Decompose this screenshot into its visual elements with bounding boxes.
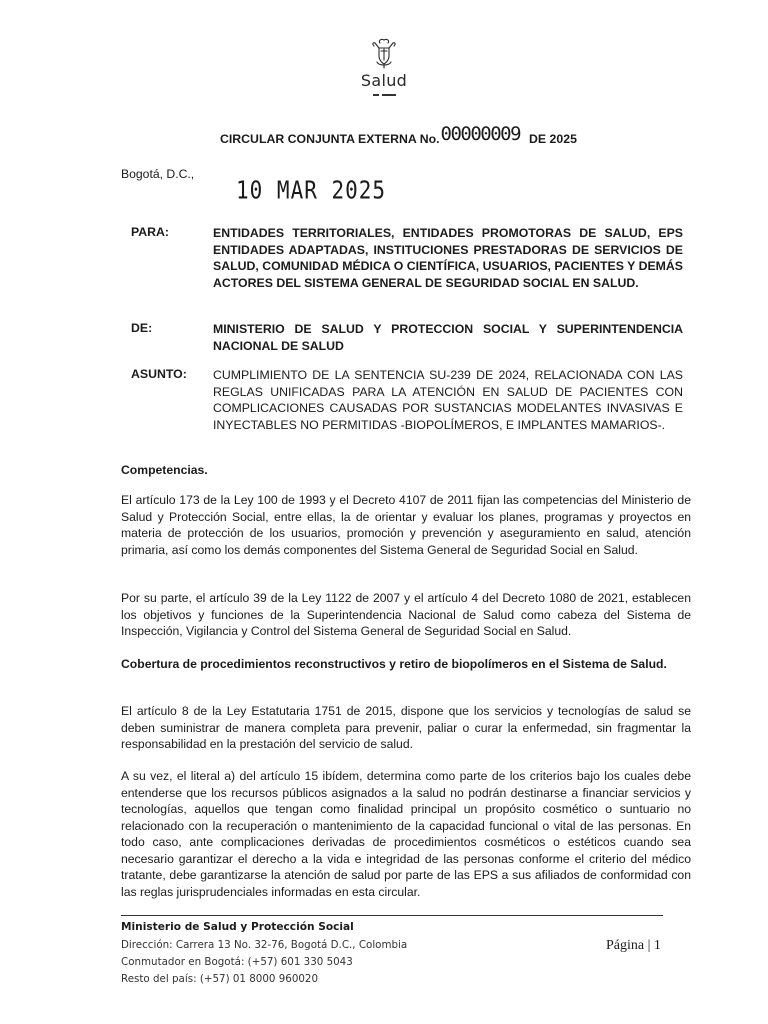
coat-of-arms-icon bbox=[368, 36, 400, 70]
city-line: Bogotá, D.C., bbox=[121, 167, 195, 181]
footer-rest-of-country: Resto del país: (+57) 01 8000 960020 bbox=[121, 973, 319, 985]
footer-phone: Conmutador en Bogotá: (+57) 601 330 5043 bbox=[121, 956, 353, 968]
body-paragraph-2: Por su parte, el artículo 39 de la Ley 1122 de 2007 y el artículo 4 del Decreto 1080 de 2021, establecen los objetivos y funciones de la Superintendencia Nacional de Salud como cabeza del Sistema de Inspección, Vigilancia y Control del Sistema General de Seguridad Social en Salud. bbox=[121, 591, 691, 638]
logo-flag-bars bbox=[340, 94, 428, 96]
footer-address: Dirección: Carrera 13 No. 32-76, Bogotá D.C., Colombia bbox=[121, 939, 408, 951]
salud-logo bbox=[340, 36, 428, 96]
logo-text: Salud bbox=[360, 71, 408, 90]
body-paragraph-1: El artículo 173 de la Ley 100 de 1993 y el Decreto 4107 de 2011 fijan las competencias del Ministerio de Salud y Protección Social, entre ellas, la de orientar y evaluar los planes, programas y proyectos en materia de protección de los usuarios, promoción y prevención y aseguramiento en salud, atención primaria, así como los demás componentes del Sistema General de Seguridad Social en Salud. bbox=[121, 493, 691, 557]
circular-title bbox=[220, 123, 577, 148]
de-sender: MINISTERIO DE SALUD Y PROTECCION SOCIAL Y SUPERINTENDENCIA NACIONAL DE SALUD bbox=[213, 322, 683, 353]
section-heading-competencias: Competencias. bbox=[121, 463, 208, 477]
para-recipients: ENTIDADES TERRITORIALES, ENTIDADES PROMOTORAS DE SALUD, EPS ENTIDADES ADAPTADAS, INSTITUCIONES PRESTADORAS DE SERVICIOS DE SALUD, COMUNIDAD MÉDICA O CIENTÍFICA, USUARIOS, PACIENTES Y DEMÁS ACTORES DEL SISTEMA GENERAL DE SEGURIDAD SOCIAL EN SALUD. bbox=[213, 226, 683, 290]
de-label: DE: bbox=[131, 321, 153, 335]
section-heading-cobertura: Cobertura de procedimientos reconstructivos y retiro de biopolímeros en el Sistema de Salud. bbox=[121, 657, 667, 671]
para-label: PARA: bbox=[131, 225, 170, 239]
body-paragraph-4: A su vez, el literal a) del artículo 15 ibídem, determina como parte de los criterios bajo los cuales debe entenderse que los recursos públicos asignados a la salud no podrán destinarse a financiar servicios y tecnologías, aquellos que tengan como finalidad principal un propósito cosmético o suntuario no relacionado con la recuperación o mantenimiento de la capacidad funcional o vital de las personas. En todo caso, ante complicaciones derivadas de procedimientos cosméticos o estéticos cuando sea necesario garantizar el derecho a la vida e integridad de las personas conforme el criterio del médico tratante, debe garantizarse la atención de salud por parte de las EPS a sus afiliados de conformidad con las reglas jurisprudenciales informadas en esta circular. bbox=[121, 769, 691, 899]
asunto-label: ASUNTO: bbox=[131, 367, 187, 381]
footer-divider bbox=[121, 915, 663, 916]
date-stamp: 10 MAR 2025 bbox=[236, 176, 387, 205]
asunto-subject: CUMPLIMIENTO DE LA SENTENCIA SU-239 DE 2024, RELACIONADA CON LAS REGLAS UNIFICADAS PARA LA ATENCIÓN EN SALUD DE PACIENTES CON COMPLICACIONES CAUSADAS POR SUSTANCIAS MODELANTES INVASIVAS E INYECTABLES NO PERMITIDAS -BIOPOLÍMEROS, E IMPLANTES MAMARIOS-. bbox=[213, 368, 683, 432]
body-paragraph-3: El artículo 8 de la Ley Estatutaria 1751 de 2015, dispone que los servicios y tecnologías de salud se deben suministrar de manera completa para prevenir, paliar o curar la enfermedad, sin fragmentar la responsabilidad en la prestación del servicio de salud. bbox=[121, 704, 691, 751]
circular-number: 00000009 bbox=[440, 123, 521, 145]
page-number: Página | 1 bbox=[606, 938, 661, 953]
title-suffix: DE 2025 bbox=[529, 132, 577, 146]
footer-organization: Ministerio de Salud y Protección Social bbox=[121, 921, 354, 933]
title-prefix: CIRCULAR CONJUNTA EXTERNA No. bbox=[220, 132, 440, 146]
